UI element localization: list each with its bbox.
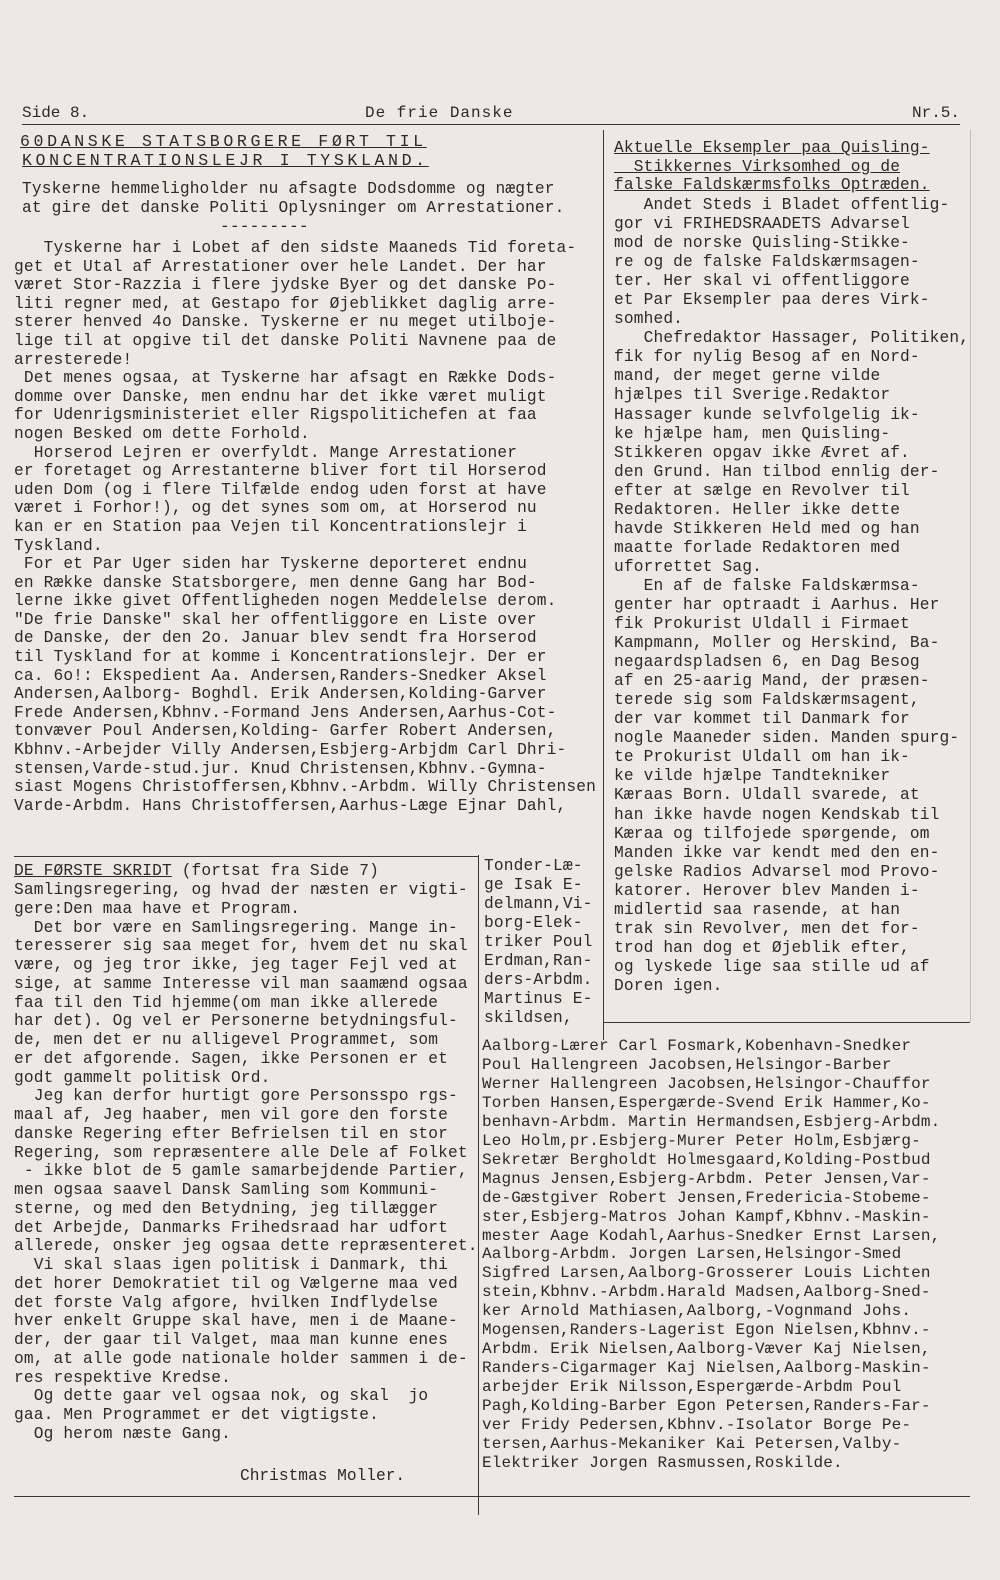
deportee-list-narrow: Tonder-Læ- ge Isak E- delmann,Vi- borg-Elek- triker Poul Erdman,Ran- ders-Arbdm. Martinus E- skildsen, xyxy=(484,857,593,1027)
signature: Christmas Moller. xyxy=(240,1467,406,1485)
newspaper-title: De frie Danske xyxy=(365,104,514,122)
second-article-continuation: (fortsat fra Side 7) xyxy=(171,862,379,880)
second-article-top-rule xyxy=(14,856,478,857)
second-article-heading xyxy=(14,862,379,881)
footer-rule xyxy=(14,1496,970,1497)
second-article-title: DE FØRSTE SKRIDT xyxy=(14,862,172,880)
article-body: Tyskerne har i Lobet af den sidste Maaneds Tid foreta- get et Utal af Arrestationer over hele Landet. Der har været Stor-Razzia i flere jydske Byer og det danske Po- liti regner med, at Gestapo for Øjeblikket daglig arre- sterer henved 4o Danske. Tyskerne er nu meget utilboje- lige til at opgive til det danske Politi Navnene paa de arresterede! Det menes ogsaa, at Tyskerne har afsagt en Række Dods- domme over Danske, men endnu har det ikke været muligt for Udenrigsministeriet eller Rigspolitichefen at faa nogen Besked om dette Forhold. Horserod Lejren er overfyldt. Mange Arrestationer er foretaget og Arrestanterne bliver fort til Horserod uden Dom (og i flere Tilfælde endog uden forst at have været i Forhor!), og det synes som om, at Horserod nu kan er en Station paa Vejen til Koncentrationslejr i Tyskland. For et Par Uger siden har Tyskerne deporteret endnu en Række danske Statsborgere, men denne Gang har Bod- lerne ikke givet Offentligheden nogen Meddelelse derom. "De frie Danske" skal her offentliggore en Liste over de Danske, der den 2o. Januar blev sendt fra Horserod til Tyskland for at komme i Koncentrationslejr. Der er ca. 6o!: Ekspedient Aa. Andersen,Randers-Snedker Aksel Andersen,Aalborg- Boghdl. Erik Andersen,Kolding-Garver Frede Andersen,Kbhnv.-Formand Jens Andersen,Aarhus-Cot- tonvæver Poul Andersen,Kolding- Garfer Robert Andersen, Kbhnv.-Arbejder Villy Andersen,Esbjerg-Arbjdm Carl Dhri- stensen,Varde-stud.jur. Knud Christensen,Kbhnv.-Gymna- siast Mogens Christoffersen,Kbhnv.-Arbdm. Willy Christensen Varde-Arbdm. Hans Christoffersen,Aarhus-Læge Ejnar Dahl, xyxy=(14,239,596,815)
column-divider-lower xyxy=(478,855,479,1515)
deportee-list-wide: Aalborg-Lærer Carl Fosmark,Kobenhavn-Snedker Poul Hallengreen Jacobsen,Helsingor-Barber Werner Hallengreen Jacobsen,Helsingor-Chauffor Torben Hansen,Espergærde-Svend Erik Hammer,Ko- benhavn-Arbdm. Martin Hermandsen,Esbjerg-Arbdm. Leo Holm,pr.Esbjerg-Murer Peter Holm,Esbjærg- Sekretær Bergholdt Holmesgaard,Kolding-Postbud Magnus Jensen,Esbjerg-Arbdm. Peter Jensen,Var- de-Gæstgiver Robert Jensen,Fredericia-Stobeme- ster,Esbjerg-Matros Johan Kampf,Kbhnv.-Maskin- mester Aage Kodahl,Aarhus-Snedker Ernst Larsen, Aalborg-Arbdm. Jorgen Larsen,Helsingor-Smed Sigfred Larsen,Aalborg-Grosserer Louis Lichten stein,Kbhnv.-Arbdm.Harald Madsen,Aalborg-Sned- ker Arnold Mathiasen,Aalborg,-Vognmand Johs. Mogensen,Randers-Lagerist Egon Nielsen,Kbhnv.- Arbdm. Erik Nielsen,Aalborg-Væver Kaj Nielsen, Randers-Cigarmager Kaj Nielsen,Aalborg-Maskin- arbejder Erik Nilsson,Espergærde-Arbdm Poul Pagh,Kolding-Barber Egon Petersen,Randers-Far- ver Fridy Pedersen,Kbhnv.-Isolator Borge Pe- tersen,Aarhus-Mekaniker Kai Petersen,Valby- Elektriker Jorgen Rasmussen,Roskilde. xyxy=(482,1037,941,1472)
right-article-heading: Aktuelle Eksempler paa Quisling- Stikkernes Virksomhed og de falske Faldskærmsfolks Optræden. xyxy=(614,139,930,195)
second-article-body: Samlingsregering, og hvad der næsten er vigti- gere:Den maa have et Program. Det bor være en Samlingsregering. Mange in- teresserer sig saa meget for, hvem det nu skal være, og jeg tror ikke, jeg tager Fejl ved at sige, at samme Interesse vil man saamænd ogsaa faa til den Tid hjemme(om man ikke allerede har det). Og vel er Personerne betydningsful- de, men det er nu alligevel Programmet, som er det afgorende. Sagen, ikke Personen er et godt gammelt politisk Ord. Jeg kan derfor hurtigt gore Personsspo rgs- maal af, Jeg haaber, men vil gore den forste danske Regering efter Befrielsen til en stor Regering, som repræsentere alle Dele af Folket - ikke blot de 5 gamle samarbejdende Partier, men ogsaa saavel Dansk Samling som Kommuni- sterne, og med den Betydning, jeg tillægger det Arbejde, Danmarks Frihedsraad har udfort allerede, onsker jeg ogsaa dette repræsenteret. Vi skal slaas igen politisk i Danmark, thi det horer Demokratiet til og Vælgerne maa ved det forste Valg afgore, hvilken Indflydelse hver enkelt Gruppe skal have, men i de Maane- der, der gaar til Valget, maa man kunne enes om, at alle gode nationale holder sammen i de- res respektive Kredse. Og dette gaar vel ogsaa nok, og skal jo gaa. Men Programmet er det vigtigste. Og herom næste Gang. xyxy=(14,881,478,1443)
page-header xyxy=(22,104,960,126)
issue-number: Nr.5. xyxy=(911,104,960,122)
divider-dashes: --------- xyxy=(220,218,309,236)
header-rule xyxy=(22,124,960,125)
right-article-body: Andet Steds i Bladet offentlig- gor vi FRIHEDSRAADETS Advarsel mod de norske Quisling-Stikke- re og de falske Faldskærmsagen- ter. Her skal vi offentliggore et Par Eksempler paa deres Virk- somhed. Chefredaktor Hassager, Politiken, fik for nylig Besog af en Nord- mand, der meget gerne vilde hjælpes til Sverige.Redaktor Hassager kunde selvfolgelig ik- ke hjælpe ham, men Quisling- Stikkeren opgav ikke Ævret af. den Grund. Han tilbod ennlig der- efter at sælge en Revolver til Redaktoren. Heller ikke dette havde Stikkeren Held med og han maatte forlade Redaktoren med uforrettet Sag. En af de falske Faldskærmsa- genter har optraadt i Aarhus. Her fik Prokurist Uldall i Firmaet Kampmann, Moller og Herskind, Ba- negaardspladsen 6, en Dag Besog af en 25-aarig Mand, der præsen- terede sig som Faldskærmsagent, der var kommet til Danmark for nogle Maaneder siden. Manden spurg- te Prokurist Uldall om han ik- ke vilde hjælpe Tandtekniker Kæraas Born. Uldall svarede, at han ikke havde nogen Kendskab til Kæraa og tilfojede spørgende, om Manden ikke var kendt med den en- gelske Radios Advarsel mod Provo- katorer. Herover blev Manden i- midlertid saa rasende, at han trak sin Revolver, men det for- trod han dog et Øjeblik efter, og lyskede lige saa stille ud af Doren igen. xyxy=(614,196,970,995)
right-margin-rule xyxy=(970,130,971,1022)
article-title-line2: KONCENTRATIONSLEJR I TYSKLAND. xyxy=(22,151,429,170)
right-article-bottom-rule xyxy=(604,1022,970,1023)
column-divider-right xyxy=(603,130,604,1040)
page-label: Side 8. xyxy=(22,104,90,122)
article-subtitle: Tyskerne hemmeligholder nu afsagte Dodsdomme og nægter at gire det danske Politi Oplysninger om Arrestationer. xyxy=(22,180,565,217)
article-title-line1: 60DANSKE STATSBORGERE FØRT TIL xyxy=(20,132,427,151)
